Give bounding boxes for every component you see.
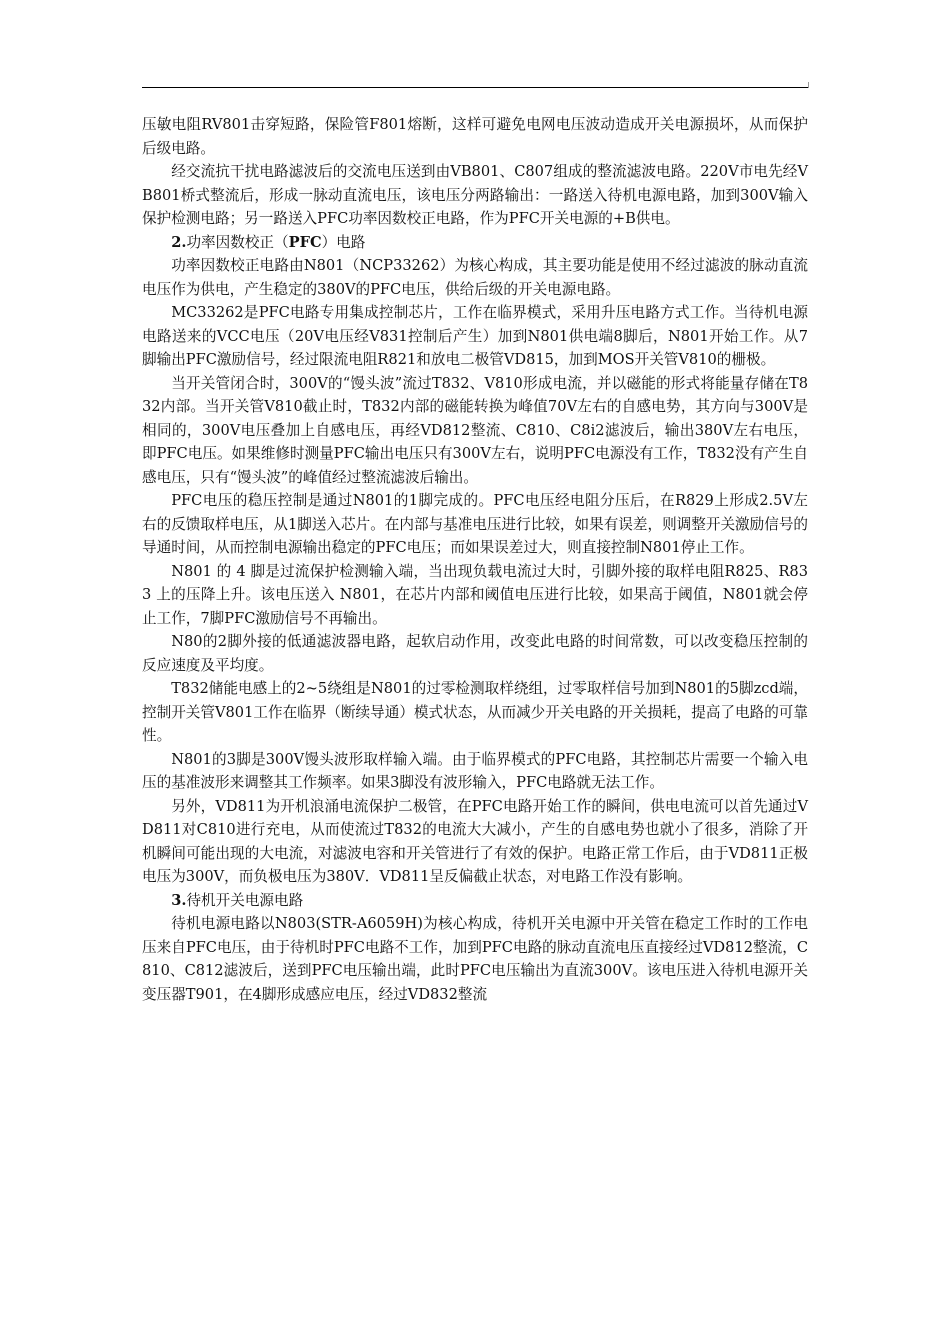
document-body [142, 113, 808, 1006]
header-rule [142, 87, 808, 88]
paragraph: 另外，VD811为开机浪涌电流保护二极管，在PFC电路开始工作的瞬间，供电电流可以首先通过VD811对C810进行充电，从而使流过T832的电流大大减小，产生的自感电势也就小了很多，消除了开机瞬间可能出现的大电流，对滤波电容和开关管进行了有效的保护。电路正常工作后，由于VD811正极电压为300V，而负极电压为380V．VD811呈反偏截止状态，对电路工作没有影响。 [142, 797, 808, 885]
paragraph: N801的3脚是300V馒头波形取样输入端。由于临界模式的PFC电路，其控制芯片需要一个输入电压的基准波形来调整其工作频率。如果3脚没有波形输入，PFC电路就无法工作。 [142, 750, 808, 791]
paragraph: 待机电源电路以N803(STR-A6059H)为核心构成，待机开关电源中开关管在稳定工作时的工作电压来自PFC电压，由于待机时PFC电路不工作，加到PFC电路的脉动直流电压直接经过VD812整流，C810、C812滤波后，送到PFC电压输出端，此时PFC电压输出为直流300V。该电压进入待机电源开关变压器T901，在4脚形成感应电压，经过VD832整流 [142, 915, 808, 1003]
paragraph: 经交流抗干扰电路滤波后的交流电压送到由VB801、C807组成的整流滤波电路。220V市电先经VB801桥式整流后，形成一脉动直流电压，该电压分两路输出：一路送入待机电源电路，加到300V输入保护检测电路；另一路送入PFC功率因数校正电路，作为PFC开关电源的+B供电。 [142, 163, 808, 227]
section-number: 3. [171, 891, 187, 909]
paragraph: T832储能电感上的2~5绕组是N801的过零检测取样绕组，过零取样信号加到N801的5脚zcd端，控制开关管V801工作在临界（断续导通）模式状态，从而减少开关电路的开关损耗，提高了电路的可靠性。 [142, 680, 808, 744]
section-heading-standby [142, 889, 808, 913]
section-title-post: ）电路 [321, 233, 366, 251]
paragraph: 当开关管闭合时，300V的“馒头波”流过T832、V810形成电流，并以磁能的形式将能量存储在T832内部。当开关管V810截止时，T832内部的磁能转换为峰值70V左右的自感电势，其方向与300V是相同的，300V电压叠加上自感电压，再经VD812整流、C810、C8i2滤波后，输出380V左右电压，即PFC电压。如果维修时测量PFC输出电压只有300V左右，说明PFC电源没有工作，T832没有产生自感电压，只有“馒头波”的峰值经过整流滤波后输出。 [142, 374, 808, 486]
section-title: 待机开关电源电路 [186, 891, 304, 909]
section-title-bold: PFC [288, 233, 322, 251]
paragraph: 功率因数校正电路由N801（NCP33262）为核心构成，其主要功能是使用不经过滤波的脉动直流电压作为供电，产生稳定的380V的PFC电压，供给后级的开关电源电路。 [142, 257, 808, 298]
paragraph: MC33262是PFC电路专用集成控制芯片，工作在临界模式，采用升压电路方式工作。当待机电源电路送来的VCC电压（20V电压经V831控制后产生）加到N801供电端8脚后，N801开始工作。从7脚输出PFC激励信号，经过限流电阻R821和放电二极管VD815，加到MOS开关管V810的栅极。 [142, 304, 808, 368]
paragraph: 压敏电阻RV801击穿短路，保险管F801熔断，这样可避免电网电压波动造成开关电源损坏，从而保护后级电路。 [142, 116, 808, 157]
header-rule-tick [808, 82, 809, 88]
section-heading-pfc [142, 231, 808, 255]
section-title-pre: 功率因数校正（ [186, 233, 289, 251]
paragraph: N80的2脚外接的低通滤波器电路，起软启动作用，改变此电路的时间常数，可以改变稳压控制的反应速度及平均度。 [142, 633, 808, 674]
paragraph: PFC电压的稳压控制是通过N801的1脚完成的。PFC电压经电阻分压后，在R829上形成2.5V左右的反馈取样电压，从1脚送入芯片。在内部与基准电压进行比较，如果有误差，则调整开关激励信号的导通时间，从而控制电源输出稳定的PFC电压；而如果误差过大，则直接控制N801停止工作。 [142, 492, 809, 556]
paragraph: N801 的 4 脚是过流保护检测输入端，当出现负载电流过大时，引脚外接的取样电阻R825、R833 上的压降上升。该电压送入 N801，在芯片内部和阈值电压进行比较，如果高于阈值，N801就会停止工作，7脚PFC激励信号不再输出。 [142, 562, 808, 627]
section-number: 2. [171, 233, 187, 251]
